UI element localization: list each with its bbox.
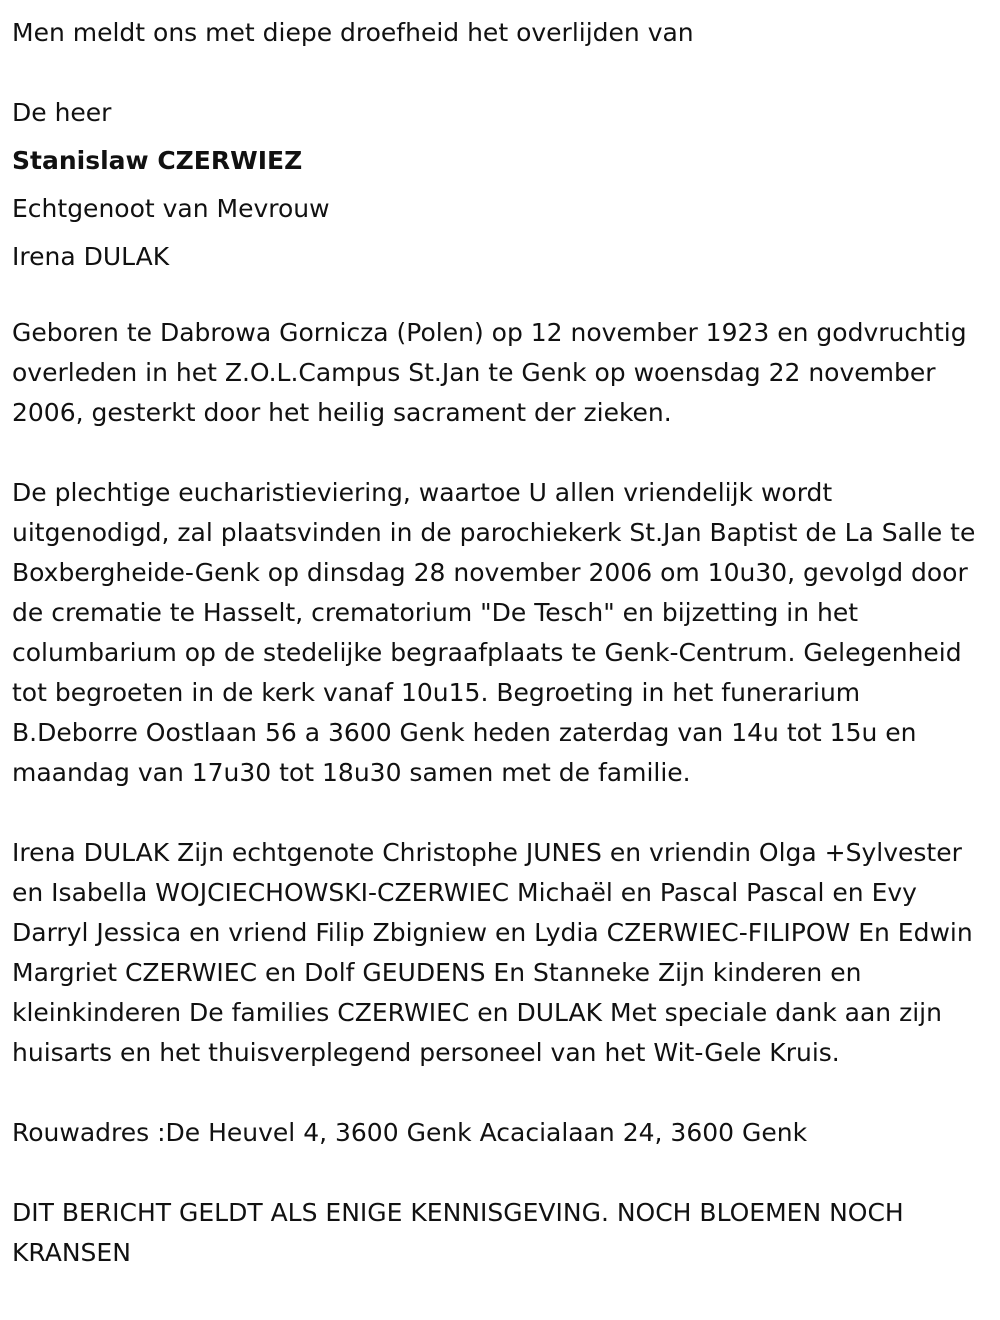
- spacer: [12, 433, 988, 473]
- relation-line: Echtgenoot van Mevrouw: [12, 194, 330, 223]
- intro-line: Men meldt ons met diepe droefheid het overlijden van: [12, 18, 694, 47]
- salutation: De heer: [12, 98, 112, 127]
- address-paragraph: Rouwadres :De Heuvel 4, 3600 Genk Acacialaan 24, 3600 Genk: [12, 1118, 808, 1147]
- spacer: [12, 1073, 988, 1113]
- birth-death-paragraph: Geboren te Dabrowa Gornicza (Polen) op 12 november 1923 en godvruchtig overleden in het Z.O.L.Campus St.Jan te Genk op woensdag 22 november 2006, gesterkt door het heilig sacrament der zieken.: [12, 318, 967, 427]
- spacer: [12, 57, 988, 89]
- spouse-name: Irena DULAK: [12, 242, 170, 271]
- spacer: [12, 793, 988, 833]
- deceased-name: Stanislaw CZERWIEZ: [12, 146, 303, 175]
- notice-paragraph: DIT BERICHT GELDT ALS ENIGE KENNISGEVING. NOCH BLOEMEN NOCH KRANSEN: [12, 1198, 904, 1267]
- family-paragraph: Irena DULAK Zijn echtgenote Christophe JUNES en vriendin Olga +Sylvester en Isabella WOJCIECHOWSKI-CZERWIEC Michaël en Pascal Pascal en Evy Darryl Jessica en vriend Filip Zbigniew en Lydia CZERWIEC-FILIPOW En Edwin Margriet CZERWIEC en Dolf GEUDENS En Stanneke Zijn kinderen en kleinkinderen De families CZERWIEC en DULAK Met speciale dank aan zijn huisarts en het thuisverplegend personeel van het Wit-Gele Kruis.: [12, 838, 973, 1067]
- spacer: [12, 1153, 988, 1193]
- spacer: [12, 281, 988, 313]
- ceremony-paragraph: De plechtige eucharistieviering, waartoe U allen vriendelijk wordt uitgenodigd, zal plaatsvinden in de parochiekerk St.Jan Baptist de La Salle te Boxbergheide-Genk op dinsdag 28 november 2006 om 10u30, gevolgd door de crematie te Hasselt, crematorium "De Tesch" en bijzetting in het columbarium op de stedelijke begraafplaats te Genk-Centrum. Gelegenheid tot begroeten in de kerk vanaf 10u15. Begroeting in het funerarium B.Deborre Oostlaan 56 a 3600 Genk heden zaterdag van 14u tot 15u en maandag van 17u30 tot 18u30 samen met de familie.: [12, 478, 976, 787]
